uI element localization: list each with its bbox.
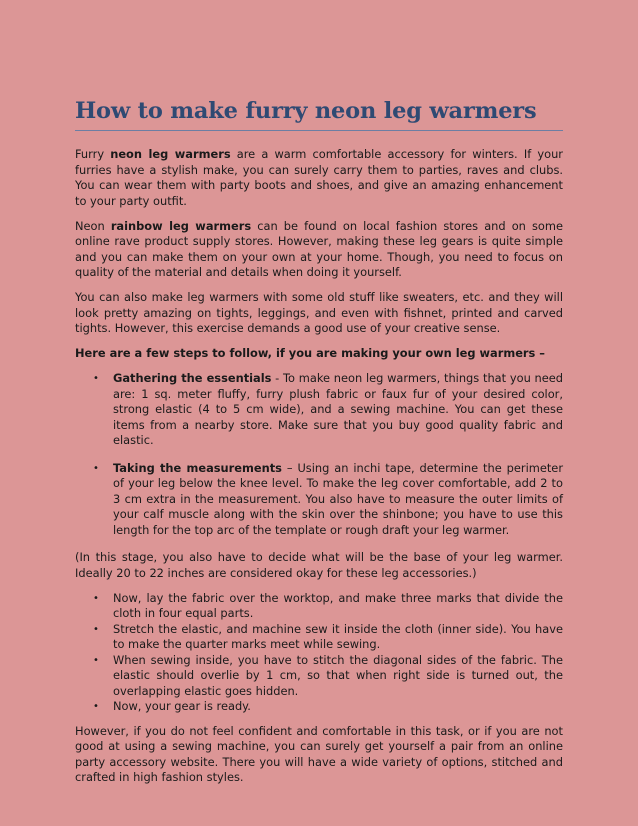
paragraph-rainbow-start: Neon (75, 218, 111, 233)
step-label: Gathering the essentials (113, 371, 272, 385)
paragraph-stage: (In this stage, you also have to decide what will be the base of your leg warmer. Ideally 20 to 22 inches are considered okay for these leg accessories.) (75, 550, 563, 580)
step-text: Now, your gear is ready. (113, 699, 251, 713)
list-item (75, 653, 563, 700)
document-body (75, 147, 563, 786)
list-item (75, 371, 563, 449)
steps-heading (75, 346, 563, 362)
step-text: – Using an inchi tape, determine the perimeter of your leg below the knee level. To make the leg cover comfortable, add 2 to 3 cm extra in the measurement. You also have to measure the outer limits of your calf muscle along with the skin over the shinbone; you have to use this length for the top arc of the template or rough draft your leg warmer. (113, 460, 563, 537)
step-text: Now, lay the fabric over the worktop, and make three marks that divide the cloth in four equal parts. (113, 590, 563, 620)
document-page (75, 96, 563, 795)
bullet-icon: • (93, 701, 99, 712)
paragraph-rainbow-rest: can be found on local fashion stores and on some online rave product supply stores. However, making these leg gears is quite simple and you can make them on your own at your home. Though, you need to focus on quality of the material and details when doing it yourself. (75, 218, 564, 279)
steps-heading-text: Here are a few steps to follow, if you are making your own leg warmers – (75, 346, 545, 360)
list-item (75, 461, 563, 539)
list-item (75, 591, 563, 622)
step-label: Taking the measurements (113, 460, 282, 475)
bullet-icon: • (93, 654, 99, 666)
list-item (75, 699, 563, 715)
major-steps-list (75, 371, 563, 538)
list-item (75, 622, 563, 653)
paragraph-intro-start: Furry (75, 147, 111, 161)
paragraph-final: However, if you do not feel confident and comfortable in this task, or if you are not good at using a sewing machine, you can surely get yourself a pair from an online party accessory website. There you will have a wide variety of options, stitched and crafted in high fashion styles. (75, 723, 563, 784)
step-text: - To make neon leg warmers, things that you need are: 1 sq. meter fluffy, furry plush fabric or faux fur of your desired color, strong elastic (4 to 5 cm wide), and a sewing machine. You can get these items from a nearby store. Make sure that you buy good quality fabric and elastic. (113, 371, 564, 447)
paragraph-intro-rest: are a warm comfortable accessory for winters. If your furries have a stylish make, you can surely carry them to parties, raves and clubs. You can wear them with party boots and shoes, and give an amazing enhancement to your party outfit. (75, 147, 563, 208)
minor-steps-list (75, 591, 563, 715)
paragraph-intro (75, 147, 563, 209)
paragraph-intro-bold: neon leg warmers (110, 147, 231, 161)
step-text: When sewing inside, you have to stitch the diagonal sides of the fabric. The elastic should overlie by 1 cm, so that when right side is turned out, the overlapping elastic goes hidden. (113, 652, 563, 698)
paragraph-rainbow (75, 219, 563, 281)
bullet-icon: • (93, 592, 99, 604)
bullet-icon: • (93, 373, 99, 384)
bullet-icon: • (93, 623, 99, 635)
step-text: Stretch the elastic, and machine sew it inside the cloth (inner side). You have to make the quarter marks meet while sewing. (113, 621, 563, 651)
page-title: How to make furry neon leg warmers (75, 96, 563, 131)
paragraph-old-stuff: You can also make leg warmers with some old stuff like sweaters, etc. and they will look pretty amazing on tights, leggings, and even with fishnet, printed and carved tights. However, this exercise demands a good use of your creative sense. (75, 290, 563, 335)
paragraph-rainbow-bold: rainbow leg warmers (110, 218, 252, 233)
bullet-icon: • (93, 462, 99, 474)
